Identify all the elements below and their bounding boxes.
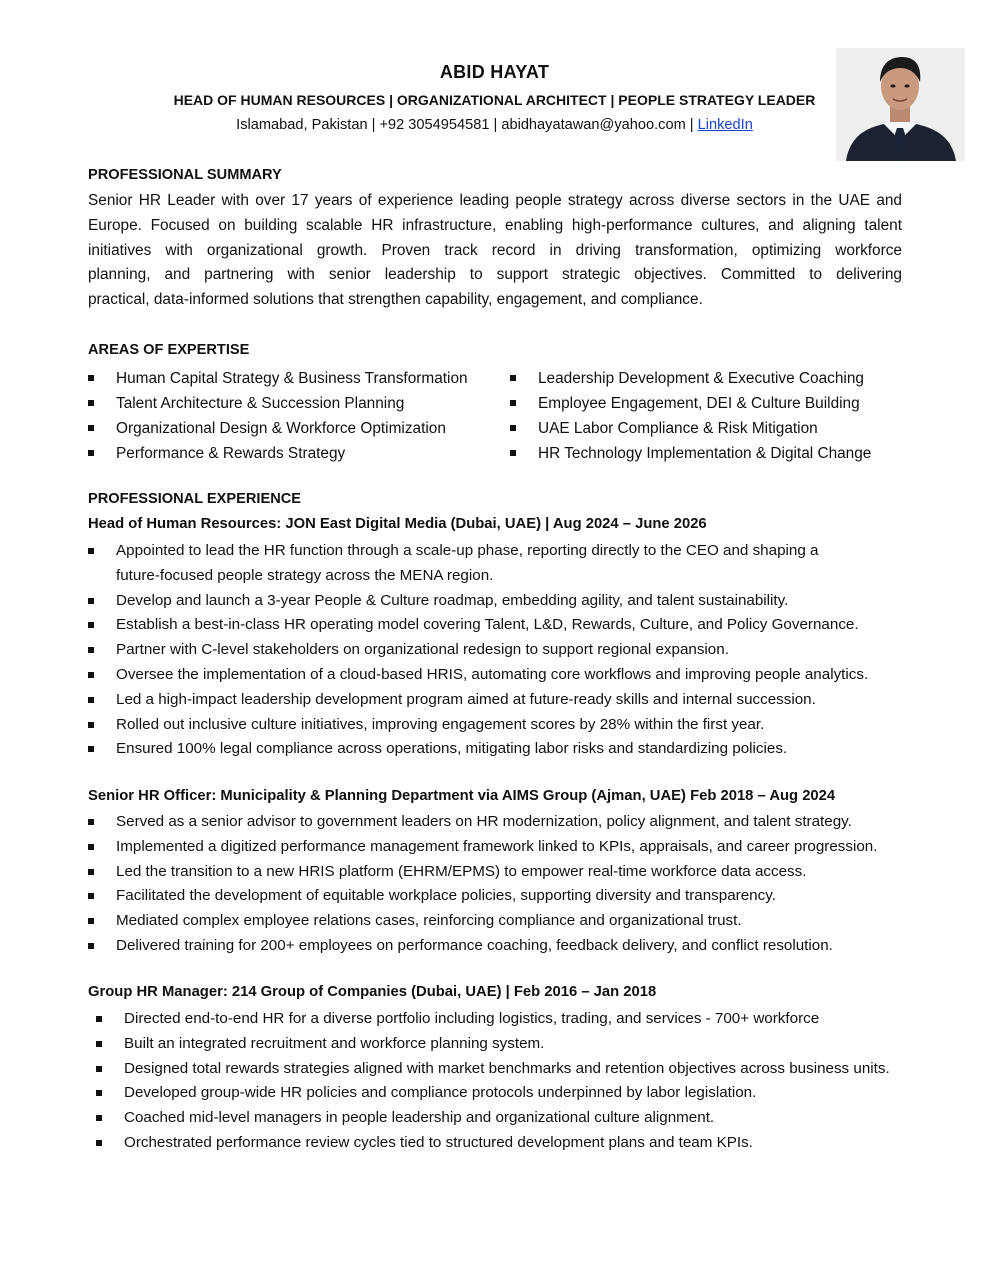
- summary-paragraph: [88, 189, 902, 313]
- job-bullet: Appointed to lead the HR function through a scale-up phase, reporting directly to the CEO and shaping a: [88, 539, 868, 564]
- job-bullet: Establish a best-in-class HR operating model covering Talent, L&D, Rewards, Culture, and Policy Governance.: [88, 613, 868, 638]
- job-bullet: Orchestrated performance review cycles tied to structured development plans and team KPIs.: [96, 1131, 890, 1156]
- job-bullet: Directed end-to-end HR for a diverse portfolio including logistics, trading, and services - 700+ workforce: [96, 1007, 890, 1032]
- expertise-list-right: [510, 366, 871, 466]
- candidate-name: ABID HAYAT: [439, 62, 550, 82]
- job-bullet: Mediated complex employee relations cases, reinforcing compliance and organizational trust.: [88, 909, 877, 934]
- expertise-item: Human Capital Strategy & Business Transformation: [88, 366, 468, 391]
- job-bullet: Facilitated the development of equitable workplace policies, supporting diversity and transparency.: [88, 884, 877, 909]
- job-bullet: Served as a senior advisor to government leaders on HR modernization, policy alignment, and talent strategy.: [88, 810, 877, 835]
- job-bullet: Oversee the implementation of a cloud-based HRIS, automating core workflows and improving people analytics.: [88, 663, 868, 688]
- job-title: Senior HR Officer: Municipality & Planning Department via AIMS Group (Ajman, UAE) Feb 2018 – Aug 2024: [88, 788, 836, 804]
- job-bullet: Partner with C-level stakeholders on organizational redesign to support regional expansion.: [88, 638, 868, 663]
- expertise-item: HR Technology Implementation & Digital Change: [510, 441, 871, 466]
- job-bullet-text: future-focused people strategy across the MENA region.: [116, 566, 494, 584]
- job-bullet: Implemented a digitized performance management framework linked to KPIs, appraisals, and career progression.: [88, 835, 877, 860]
- expertise-item: Talent Architecture & Succession Planning: [88, 391, 468, 416]
- job-bullet: Develop and launch a 3-year People & Culture roadmap, embedding agility, and talent sustainability.: [88, 589, 868, 614]
- expertise-item: Leadership Development & Executive Coaching: [510, 366, 871, 391]
- job-bullet: Rolled out inclusive culture initiatives, improving engagement scores by 28% within the first year.: [88, 713, 868, 738]
- summary-line: planning, and partnering with senior leadership to support strategic objectives. Committed to delivering: [88, 266, 902, 284]
- summary-line: initiatives with organizational growth. Proven track record in driving transformation, optimizing workforce: [88, 241, 902, 259]
- job-bullet: Developed group-wide HR policies and compliance protocols underpinned by labor legislation.: [96, 1081, 890, 1106]
- summary-heading: PROFESSIONAL SUMMARY: [88, 167, 282, 183]
- job-bullet: Built an integrated recruitment and workforce planning system.: [96, 1032, 890, 1057]
- summary-line: Europe. Focused on building scalable HR infrastructure, enabling high-performance cultures, and aligning talent: [88, 216, 902, 234]
- job-title: Group HR Manager: 214 Group of Companies (Dubai, UAE) | Feb 2016 – Jan 2018: [88, 984, 657, 1000]
- candidate-title: HEAD OF HUMAN RESOURCES | ORGANIZATIONAL ARCHITECT | PEOPLE STRATEGY LEADER: [173, 92, 816, 108]
- job-bullet-continuation: [88, 564, 868, 589]
- job-bullets: [96, 1007, 890, 1156]
- expertise-heading: AREAS OF EXPERTISE: [88, 342, 250, 358]
- summary-line: practical, data-informed solutions that strengthen capability, engagement, and compliance.: [88, 291, 703, 309]
- linkedin-link[interactable]: LinkedIn: [697, 117, 753, 133]
- expertise-item: Employee Engagement, DEI & Culture Building: [510, 391, 871, 416]
- job-bullet: Ensured 100% legal compliance across operations, mitigating labor risks and standardizing policies.: [88, 737, 868, 762]
- experience-heading: PROFESSIONAL EXPERIENCE: [88, 491, 302, 507]
- job-bullet: Delivered training for 200+ employees on performance coaching, feedback delivery, and conflict resolution.: [88, 934, 877, 959]
- summary-line: Senior HR Leader with over 17 years of experience leading people strategy across diverse sectors in the UAE and: [88, 192, 902, 209]
- expertise-item: Organizational Design & Workforce Optimization: [88, 416, 468, 441]
- job-bullet: Designed total rewards strategies aligned with market benchmarks and retention objectives across business units.: [96, 1057, 890, 1082]
- job-bullets: [88, 810, 877, 959]
- job-title: Head of Human Resources: JON East Digital Media (Dubai, UAE) | Aug 2024 – June 2026: [88, 516, 707, 532]
- expertise-list-left: [88, 366, 468, 466]
- expertise-item: UAE Labor Compliance & Risk Mitigation: [510, 416, 871, 441]
- expertise-item: Performance & Rewards Strategy: [88, 441, 468, 466]
- job-bullets: [88, 539, 868, 762]
- profile-photo: [836, 48, 965, 161]
- job-bullet: Coached mid-level managers in people leadership and organizational culture alignment.: [96, 1106, 890, 1131]
- profile-photo-portrait: [836, 48, 965, 161]
- contact-text: Islamabad, Pakistan | +92 3054954581 | abidhayatawan@yahoo.com |: [236, 117, 698, 133]
- job-bullet: Led a high-impact leadership development program aimed at future-ready skills and internal succession.: [88, 688, 868, 713]
- job-bullet: Led the transition to a new HRIS platform (EHRM/EPMS) to empower real-time workforce data access.: [88, 860, 877, 885]
